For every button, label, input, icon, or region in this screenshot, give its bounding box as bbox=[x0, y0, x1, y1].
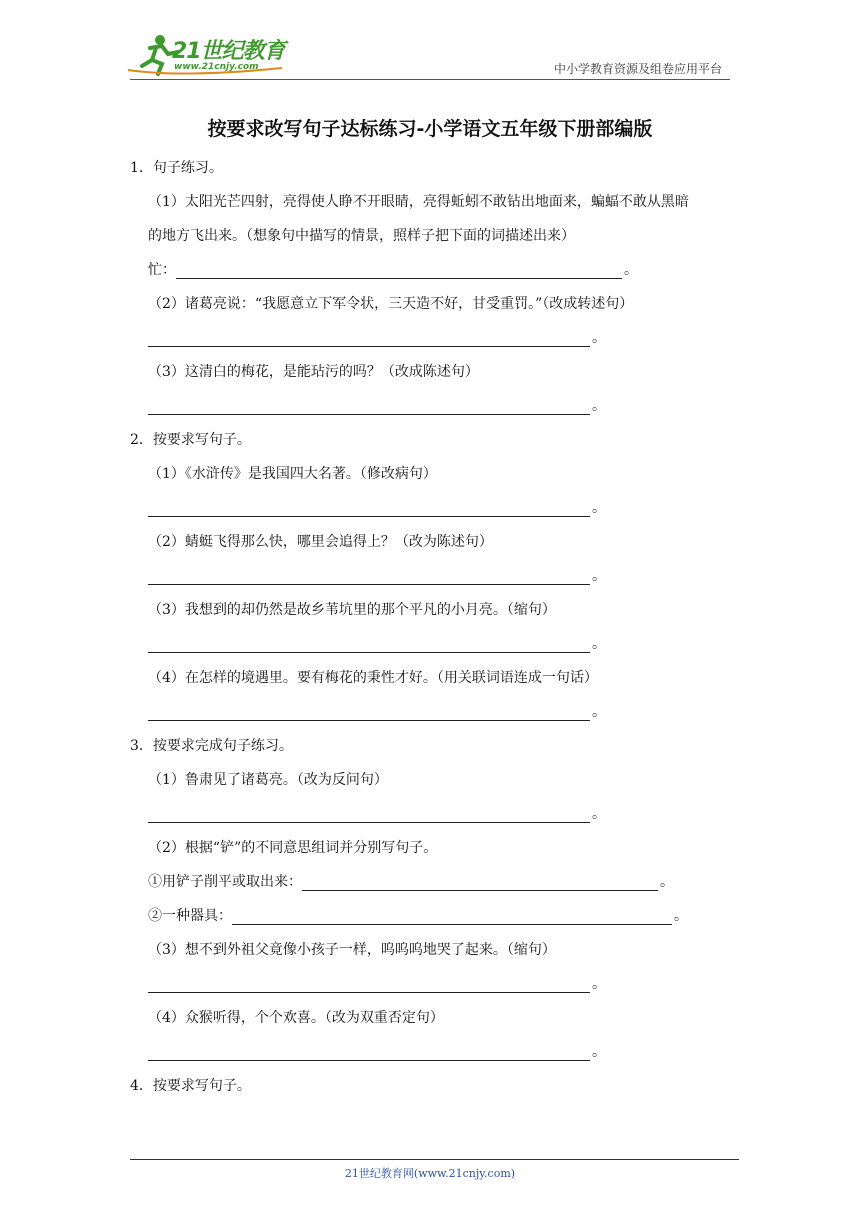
question-3-sub-1-text: （1）鲁肃见了诸葛亮。（改为反问句） bbox=[148, 772, 388, 788]
period-mark: 。 bbox=[592, 500, 606, 516]
question-2-sub-2-text: （2）蜻蜓飞得那么快，哪里会追得上？（改为陈述句） bbox=[148, 534, 493, 550]
question-3-stem: 3．按要求完成句子练习。 bbox=[130, 738, 293, 754]
question-1-sub-2-answer-row bbox=[148, 327, 606, 346]
answer-blank[interactable] bbox=[148, 979, 590, 993]
question-2-sub-4-answer-row bbox=[148, 701, 606, 720]
option-1-label: ①用铲子削平或取出来： bbox=[148, 874, 302, 890]
period-mark: 。 bbox=[592, 806, 606, 822]
period-mark: 。 bbox=[660, 874, 674, 890]
period-mark: 。 bbox=[592, 976, 606, 992]
footer-divider bbox=[130, 1159, 739, 1160]
answer-blank[interactable] bbox=[232, 911, 672, 925]
question-2-stem: 2．按要求写句子。 bbox=[130, 432, 251, 448]
period-mark: 。 bbox=[592, 1044, 606, 1060]
question-1-sub-3-answer-row bbox=[148, 395, 606, 414]
question-2-sub-2-answer-row bbox=[148, 565, 606, 584]
answer-blank[interactable] bbox=[148, 1047, 590, 1061]
footer-link[interactable]: 21世纪教育网(www.21cnjy.com) bbox=[344, 1167, 516, 1180]
question-3-sub-2-option-2-row bbox=[148, 905, 688, 924]
answer-blank[interactable] bbox=[148, 503, 590, 517]
period-mark: 。 bbox=[592, 636, 606, 652]
question-3-sub-4-answer-row bbox=[148, 1041, 606, 1060]
question-1-sub-1-answer-row bbox=[148, 259, 638, 278]
period-mark: 。 bbox=[624, 262, 638, 278]
question-3-sub-3-text: （3）想不到外祖父竟像小孩子一样，呜呜呜地哭了起来。（缩句） bbox=[148, 942, 556, 958]
answer-blank[interactable] bbox=[148, 639, 590, 653]
period-mark: 。 bbox=[592, 568, 606, 584]
question-2-sub-1-text: （1）《水浒传》是我国四大名著。（修改病句） bbox=[148, 466, 437, 482]
period-mark: 。 bbox=[674, 908, 688, 924]
period-mark: 。 bbox=[592, 398, 606, 414]
question-1-sub-2-text: （2）诸葛亮说：“我愿意立下军令状，三天造不好，甘受重罚。”（改成转述句） bbox=[148, 296, 634, 312]
question-3-sub-2-option-1-row bbox=[148, 871, 674, 890]
answer-blank[interactable] bbox=[148, 707, 590, 721]
question-1-sub-3-text: （3）这清白的梅花，是能玷污的吗？（改成陈述句） bbox=[148, 364, 479, 380]
answer-blank[interactable] bbox=[148, 401, 590, 415]
question-1-stem: 1．句子练习。 bbox=[130, 160, 223, 176]
header-divider bbox=[130, 79, 730, 80]
period-mark: 。 bbox=[592, 704, 606, 720]
option-2-label: ②一种器具： bbox=[148, 908, 232, 924]
answer-blank[interactable] bbox=[148, 809, 590, 823]
period-mark: 。 bbox=[592, 330, 606, 346]
platform-label: 中小学教育资源及组卷应用平台 bbox=[553, 62, 722, 76]
question-3-sub-3-answer-row bbox=[148, 973, 606, 992]
question-1-sub-1-text-a: （1）太阳光芒四射，亮得使人睁不开眼睛，亮得蚯蚓不敢钻出地面来，蝙蝠不敢从黑暗 bbox=[148, 194, 689, 210]
brand-url: www.21cnjy.com bbox=[174, 62, 259, 72]
page-header bbox=[0, 0, 860, 90]
question-2-sub-3-text: （3）我想到的却仍然是故乡苇坑里的那个平凡的小月亮。（缩句） bbox=[148, 602, 556, 618]
answer-blank[interactable] bbox=[148, 571, 590, 585]
question-2-sub-3-answer-row bbox=[148, 633, 606, 652]
answer-blank[interactable] bbox=[148, 333, 590, 347]
page-title: 按要求改写句子达标练习-小学语文五年级下册部编版 bbox=[207, 118, 653, 140]
brand-name: 21世纪教育 bbox=[172, 39, 285, 64]
question-3-sub-4-text: （4）众猴听得，个个欢喜。（改为双重否定句） bbox=[148, 1010, 444, 1026]
question-1-sub-1-text-b: 的地方飞出来。（想象句中描写的情景，照样子把下面的词描述出来） bbox=[148, 228, 575, 244]
answer-blank[interactable] bbox=[176, 265, 622, 279]
answer-prefix-busy: 忙： bbox=[148, 262, 176, 278]
answer-blank[interactable] bbox=[302, 877, 658, 891]
question-2-sub-1-answer-row bbox=[148, 497, 606, 516]
question-3-sub-1-answer-row bbox=[148, 803, 606, 822]
question-3-sub-2-text: （2）根据“铲”的不同意思组词并分别写句子。 bbox=[148, 840, 438, 856]
question-4-stem: 4．按要求写句子。 bbox=[130, 1078, 251, 1094]
question-2-sub-4-text: （4）在怎样的境遇里。要有梅花的秉性才好。（用关联词语连成一句话） bbox=[148, 670, 598, 686]
